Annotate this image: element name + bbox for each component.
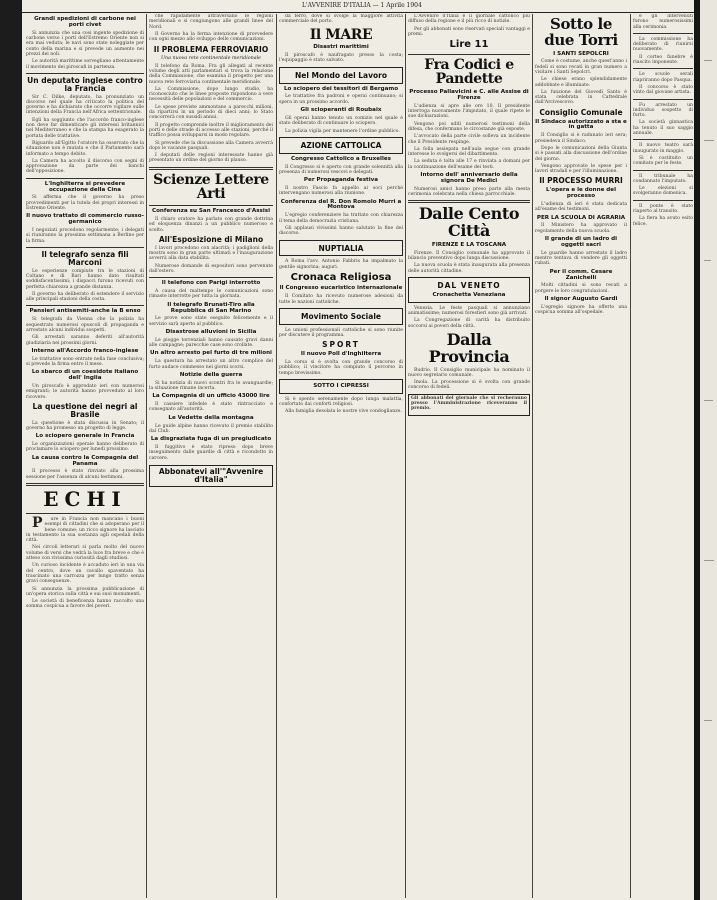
column-1: Grandi spedizioni di carbone nei porti civet Si annunzia che una cosi ingente spedizione di carbone verso i porti dell'Estremo Oriente non si era mai veduta; le navi sono state noleggiate per conto della marina e si prevede un aumento nei prezzi dei noli. Le autorità marittime sorvegliano attentamente il movimento dei piroscafi in partenza. Un deputato inglese contro la Francia Sir C. Dilke, deputato, ha pronunziato un discorso nel quale ha criticato la politica del governo e ha dichiarato che occorre vigilare sulle intenzioni della Francia nell'Africa settentrionale. Egli ha soggiunto che l'accordo franco-inglese non deve far dimenticare gli interessi britannici nel Mediterraneo e che la stampa ha esagerato la portata delle trattative. Riguardo all'Egitto l'oratore ha osservato che la situazione non è mutata e che il Parlamento sarà informato a tempo debito. La Camera ha accolto il discorso con segni di approvazione da parte dei banchi dell'opposizione. L'Inghilterra si prevedere occupazione della Cina Si afferma che il governo ha preso provvedimenti per la tutela dei propri interessi in Estremo Oriente. Il nuovo trattato di commercio russo-germanico I negoziati procedono regolarmente; i delegati si riuniranno la prossima settimana a Berlino per la firma. Il telegrafo senza fili Marconi Le esperienze compiute tra le stazioni di Coltano e di Bari hanno dato risultati soddisfacentissimi; i dispacci furono ricevuti con perfetta chiarezza a grande distanza. Il governo ha deliberato di estendere il servizio alle principali stazioni della costa. Pansieri antisemiti-anche la B enso Si telegrafa da Vienna che la polizia ha sequestrato numerosi opuscoli di propaganda e arrestato alcuni individui sospetti. Gli arrestati saranno deferiti all'autorità giudiziaria nei prossimi giorni. Interno all'Accordo franco-inglese Le trattative sono entrate nella fase conclusiva; si prevede la firma entro il mese. Lo sbarco di un coesidote italiano dell' Inglia Un piroscafo è approdato ieri con numerosi emigranti; le autorità hanno provveduto al loro ricovero. La questione dei negri al Brasile La questione è stata discussa in Senato; il governo ha promesso un progetto di legge. Lo sciopero generale in Francia Le organizzazioni operaie hanno deliberato di proclamare lo sciopero per lunedì prossimo. La causa contro la Compagnia del Panama Il processo è stato rinviato alla prossima sessione per l'assenza di alcuni testimoni. ECHI P ure in Francia non mancano i buoni esempi di cittadini che si adoperano per il bene comune; un ricco signore ha lasciato in testamento la sua sostanza agli ospedali della città. Nei circoli letterari si parla molto del nuovo volume di versi che vedrà la luce fra breve e che è atteso con vivissima curiosità dagli studiosi. Un curioso incidente è accaduto ieri in una via del centro, dove un cavallo spaventato ha trascinato una carrozza per lungo tratto senza gravi conseguenze. Si annunzia la prossima pubblicazione di un'opera storica sulla città e sui suoi monumenti. Le società di beneficenza hanno raccolto una somma cospicua a favore dei poveri. bbox=[26, 16, 144, 610]
headline: Il PROCESSO MURRI bbox=[539, 176, 623, 186]
section-title: Dalla Provincia bbox=[428, 329, 510, 366]
echi-title: ECHI bbox=[43, 486, 127, 511]
headline: Il PROBLEMA FERROVIARIO bbox=[153, 45, 269, 55]
running-head bbox=[22, 0, 694, 13]
headline: Il telegrafo Brunati-Tiro alla Repubblica di San Marino bbox=[167, 301, 255, 314]
headline: L'Inghilterra si prevedere occupazione della Cina bbox=[44, 180, 126, 193]
headline: Il telefono con Parigi interrotto bbox=[161, 280, 261, 287]
column-4: L'Avvenire d'Italia è il giornale cattolico più diffuso della regione e il più ricco di notizie. Per gli abbonati sono riservati speciali vantaggi e premi. Lire 11 Fra Codici e Pandette Processo Pallavicini e C. alle Assise di Firenze L'udienza si apre alle ore 10. Il presidente interroga nuovamente l'imputato, il quale ripete le sue dichiarazioni. Vengono poi uditi numerosi testimoni della difesa, che confermano le circostanze già esposte. L'avvocato della parte civile solleva un incidente che il Presidente respinge. La folla assiepata nell'aula segue con grande interesse lo svolgersi del dibattimento. La seduta è tolta alle 17 e rinviata a domani per la continuazione dell'esame dei testi. Intorno dell' anniversario della signora De Medici Numerosi amici hanno preso parte alla mesta cerimonia celebrata nella chiesa parrocchiale. Dalle Cento Città FIRENZE E LA TOSCANA Firenze. Il Consiglio comunale ha approvato il bilancio preventivo dopo lunga discussione. La nuova scuola è stata inaugurata alla presenza delle autorità cittadine. DAL VENETO Cronachetta Veneziana Venezia. Le feste pasquali si annunziano animatissime; numerosi forestieri sono già arrivati. La Congregazione di carità ha distribuito soccorsi ai poveri della città. Dalla Provincia Budrio. Il Consiglio municipale ha nominato il nuovo segretario comunale. Imola. La processione si è svolta con grande concorso di fedeli. Gli abbonati del giornale che si recheranno presso l'Amministrazione riceveranno il premio. bbox=[408, 14, 530, 898]
headline: Conferenza su San Francesco d'Assisi bbox=[151, 208, 271, 215]
section-title: Scienze Lettere Arti bbox=[153, 171, 269, 203]
column-6: e gli intervenuti furono numerosissimi alla cerimonia. La commissione ha deliberato di riunirsi nuovamente. Il corteo funebre è riuscito imponente. Le scuole serali riapriranno dopo Pasqua. Il concorso è stato vinto dal giovane artista. Fu arrestato un individuo sospetto di furto. La società ginnastica ha tenuto il suo saggio annuale. Il nuovo teatro sarà inaugurato in maggio. Si è costituito un comitato per le feste. Il tribunale ha condannato l'imputato. Le elezioni si svolgeranno domenica. Il ponte è stato riaperto al transito. La fiera ha avuto esito felice. bbox=[633, 14, 693, 227]
section-title: Dalle Cento Città bbox=[418, 204, 520, 241]
section-title: DAL VENETO bbox=[437, 281, 501, 290]
headline: Il grande di un ladro di oggetti sacri bbox=[544, 236, 618, 248]
headline: La causa contro la Compagnia del Panama bbox=[31, 454, 139, 467]
headline: Cronachetta Veneziana bbox=[432, 291, 506, 298]
section-title: Il MARE bbox=[309, 26, 373, 43]
column-2: che rapidamente attraversano le regioni meridionali e si congiungono alle grandi linee del Nord. Il Governo ha la ferma intenzione di provvedere con ogni mezzo allo sviluppo delle comunicazioni. Il PROBLEMA FERROVIARIO Una nuova rete continentale meridionale Il telefono da Roma. Fra gli allegati al recente volume degli atti parlamentari si trova la relazione della Commissione, che esamina il progetto per una nuova rete ferroviaria continentale meridionale. La Commissione, dopo lungo studio, ha riconosciuto che le linee proposte rispondono a vere necessità delle popolazioni e del commercio. Le spese previste ammontano a parecchi milioni, da ripartirsi in un periodo di dieci anni; lo Stato concorrerà con sussidi annui. Il progetto comprende inoltre il miglioramento dei porti e delle strade di accesso alle stazioni, perché il traffico possa svilupparsi in modo regolare. Si prevede che la discussione alla Camera avverrà dopo le vacanze pasquali. I deputati delle regioni interessate hanno già presentato un ordine del giorno di plauso. Scienze Lettere Arti Conferenza su San Francesco d'Assisi Il chiaro oratore ha parlato con grande dottrina ed eloquenza dinanzi a un pubblico numeroso e scelto. All'Esposizione di Milano I lavori procedono con alacrità; i padiglioni della mostra sono in gran parte ultimati e l'inaugurazione avverrà alla data stabilita. Numerose domande di espositori sono pervenute dall'estero. Il telefono con Parigi interrotto A causa del maltempo le comunicazioni sono rimaste interrotte per tutta la giornata. Il telegrafo Brunati-Tiro alla Repubblica di San Marino Le prove sono state eseguite felicemente e il servizio sarà aperto al pubblico. Disastrose alluvioni in Sicilia Le piogge torrenziali hanno causato gravi danni alle campagne; parecchie case sono crollate. Un altro arresto pel furto di tre milioni La questura ha arrestato un altro complice del furto audace commesso nei giorni scorsi. Notizie della guerra Si ha notizia di nuovi scontri fra le avanguardie; la situazione rimane incerta. La Compagnia di un ufficio 43000 lire Il cassiere infedele è stato rintracciato e consegnato all'autorità. Le Vedette della montagna Le guide alpine hanno ricevuto il premio stabilito dal Club. La disgraziata fuga di un pregiudicato Il fuggitivo è stato ripreso dopo breve inseguimento dalle guardie di città e ricondotto in carcere. Abbonatevi all'"Avvenire d'Italia" bbox=[149, 14, 273, 898]
headline: L'opera e le donne del processo bbox=[545, 187, 617, 200]
headline: All'Esposizione di Milano bbox=[158, 234, 264, 244]
headline: Il telegrafo senza fili Marconi bbox=[41, 249, 129, 267]
headline: I SANTI SEPOLCRI bbox=[553, 50, 609, 57]
headline: Interno all'Accordo franco-inglese bbox=[31, 347, 139, 354]
subheadline: Una nuova rete continentale meridionale bbox=[161, 56, 261, 62]
headline: Disastrose alluvioni in Sicilia bbox=[165, 328, 257, 335]
headline: Consiglio Comunale bbox=[539, 107, 623, 117]
newspaper-page bbox=[22, 0, 694, 900]
section-title: NUPTIALIA bbox=[318, 243, 364, 253]
section-title: AZIONE CATTOLICA bbox=[300, 140, 382, 150]
headline: Un altro arresto pel furto di tre milioni bbox=[150, 350, 272, 357]
headline: Conferenza del R. Don Romolo Murri a Montova bbox=[280, 198, 402, 211]
section-title: SPORT bbox=[322, 340, 360, 350]
headline: La questione dei negri al Brasile bbox=[32, 401, 138, 419]
headline: Notizie della guerra bbox=[179, 371, 243, 378]
section-title: Cronaca Religiosa bbox=[290, 271, 392, 283]
section-title: Movimento Sociale bbox=[301, 311, 381, 321]
right-page-edge bbox=[694, 0, 717, 900]
headline: Gli scioperanti di Roubaix bbox=[300, 107, 382, 114]
section-title: SOTTO I CIPRESSI bbox=[313, 383, 369, 390]
headline: Per il comm. Cesare Zanichelli bbox=[549, 268, 613, 281]
headline: Un deputato inglese contro la Francia bbox=[27, 75, 143, 93]
left-page-gutter bbox=[0, 0, 22, 900]
column-5: Sotto le due Torri I SANTI SEPOLCRI Come è costume, anche quest'anno i fedeli si sono recati in gran numero a visitare i Santi Sepolcri. Le chiese erano splendidamente addobbate e illuminate. La funzione del Giovedì Santo è stata celebrata in Cattedrale dall'Arcivescovo. Consiglio Comunale Il Sindaco autorizzato a sta e in gatta Il Consiglio si è radunato ieri sera; presiedeva il Sindaco. Dopo le comunicazioni della Giunta si è passati alla discussione dell'ordine del giorno. Vengono approvate le spese per i lavori stradali e per l'illuminazione. Il PROCESSO MURRI L'opera e le donne del processo L'udienza di ieri è stata dedicata all'esame dei testimoni. PER LA SCUOLA DI AGRARIA Il Ministero ha approvato il regolamento della nuova scuola. Il grande di un ladro di oggetti sacri Le guardie hanno arrestato il ladro mentre tentava di vendere gli oggetti rubati. Per il comm. Cesare Zanichelli Molti cittadini si sono recati a porgere le loro congratulazioni. Il signor Augusto Gardi L'egregio signore ha offerto una cospicua somma all'ospedale. bbox=[535, 15, 627, 316]
headline: Congresso Cattolico a Bruxelles bbox=[290, 155, 392, 162]
section-title: Sotto le due Torri bbox=[544, 15, 618, 49]
headline: Per Propaganda festiva bbox=[303, 177, 379, 184]
headline: Lo sbarco di un coesidote italiano dell' Inglia bbox=[31, 369, 139, 382]
column-3: da ferro, dove si svolge la maggiore attività commerciale del porto. Il MARE Disastri marittimi Il piroscafo è naufragato presso la costa; l'equipaggio è stato salvato. Nel Mondo del Lavoro Lo sciopero dei tessitori di Bergamo Le trattative fra padroni e operai continuano; si spera in un prossimo accordo. Gli scioperanti di Roubaix Gli operai hanno tenuto un comizio nel quale è stato deliberato di continuare lo sciopero. La polizia vigila per mantenere l'ordine pubblico. AZIONE CATTOLICA Congresso Cattolico a Bruxelles Il Congresso si è aperto con grande solennità alla presenza di numerosi vescovi e delegati. Per Propaganda festiva Il nostro Fascio fa appello ai soci perché intervengano numerosi alla riunione. Conferenza del R. Don Romolo Murri a Montova L'egregio conferenziere ha trattato con chiarezza il tema della democrazia cristiana. Gli applausi vivissimi hanno salutato la fine del discorso. NUPTIALIA A Roma l'avv. Antonio Fabbris ha impalmato la gentile signorina; auguri. Cronaca Religiosa Il Congresso eucaristico internazionale Il Comitato ha ricevuto numerose adesioni da tutte le nazioni cattoliche. Movimento Sociale Le unioni professionali cattoliche si sono riunite per discutere il programma. SPORT Il nuovo Poll d'Inghilterra La corsa si è svolta con grande concorso di pubblico; il vincitore ha compiuto il percorso in tempo brevissimo. SOTTO I CIPRESSI Si è spento serenamente dopo lunga malattia, confortato dai conforti religiosi. Alla famiglia desolata le nostre vive condoglianze. bbox=[279, 14, 403, 415]
section-title: Fra Codici e Pandette bbox=[424, 56, 514, 88]
headline: Intorno dell' anniversario della signora De Medici bbox=[420, 172, 518, 184]
headline: La disgraziata fuga di un pregiudicato bbox=[150, 436, 272, 443]
headline: PER LA SCUOLA DI AGRARIA bbox=[536, 214, 626, 221]
headline: La Compagnia di un ufficio 43000 lire bbox=[152, 393, 270, 400]
headline: Il Congresso eucaristico internazionale bbox=[279, 285, 403, 292]
subscribe-banner: Abbonatevi all'"Avvenire d'Italia" bbox=[158, 466, 264, 484]
headline: Lo sciopero generale in Francia bbox=[35, 433, 135, 440]
headline: Il nuovo Poll d'Inghilterra bbox=[300, 351, 382, 358]
headline: Lo sciopero dei tessitori di Bergamo bbox=[283, 85, 399, 92]
headline: Processo Pallavicini e C. alle Assise di Firenze bbox=[409, 89, 529, 101]
headline: Disastri marittimi bbox=[313, 44, 369, 51]
headline: Il signor Augusto Gardi bbox=[544, 295, 618, 302]
headline: Grandi spedizioni di carbone nei porti civet bbox=[34, 16, 136, 28]
headline: Il nuovo trattato di commercio russo-germanico bbox=[26, 213, 144, 226]
headline: FIRENZE E LA TOSCANA bbox=[431, 241, 507, 248]
price-banner: Lire 11 bbox=[449, 39, 489, 51]
headline: Nel Mondo del Lavoro bbox=[294, 70, 387, 80]
running-head-title: L'AVVENIRE D'ITALIA — 1 Aprile 1904 bbox=[302, 2, 422, 9]
headline: Le Vedette della montagna bbox=[168, 414, 254, 421]
headline: Pansieri antisemiti-anche la B enso bbox=[29, 308, 141, 315]
headline: Il Sindaco autorizzato a sta e in gatta bbox=[535, 118, 627, 131]
